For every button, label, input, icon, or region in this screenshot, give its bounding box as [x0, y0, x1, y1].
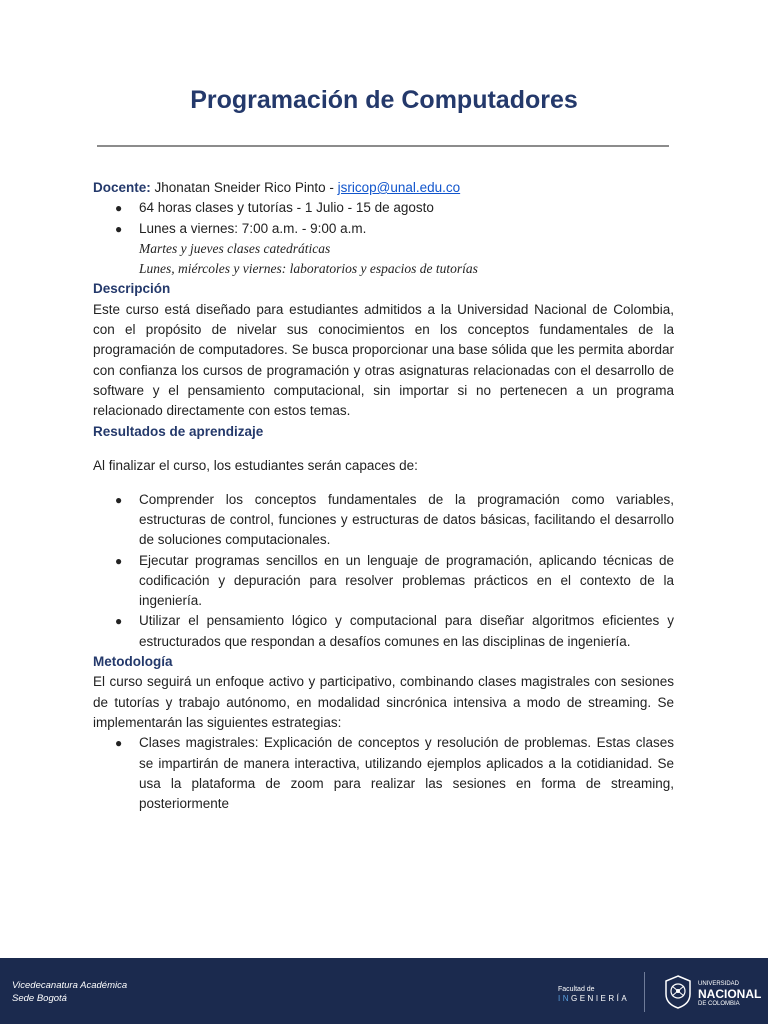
- bullet-icon: ●: [115, 221, 123, 236]
- footer-office: [12, 979, 127, 1005]
- schedule-days: Lunes a viernes: 7:00 a.m. - 9:00 a.m.: [139, 220, 367, 236]
- page-title: Programación de Computadores: [190, 86, 578, 114]
- description-heading: Descripción: [93, 281, 171, 297]
- result-item-text: Ejecutar programas sencillos en un lenguaje de programación, aplicando técnicas de codificación y depuración para resolver problemas prácticos en el contexto de la ingeniería.: [139, 552, 674, 609]
- list-item: [93, 219, 674, 280]
- teacher-line: [93, 178, 674, 198]
- footer-divider: [644, 972, 645, 1012]
- bullet-icon: ●: [115, 736, 123, 751]
- university-big-text: NACIONAL: [698, 987, 762, 1001]
- methodology-heading: Metodología: [93, 654, 173, 670]
- faculty-logo: [558, 985, 629, 1003]
- teacher-name: Jhonatan Sneider Rico Pinto -: [150, 180, 338, 195]
- result-item-text: Comprender los conceptos fundamentales de la programación como variables, estructuras de control, funciones y estructuras de datos básicas, facilitando el desarrollo de soluciones computacionales.: [139, 491, 674, 548]
- title-divider: [97, 145, 669, 147]
- list-item: [93, 611, 674, 652]
- schedule-list: [93, 198, 674, 279]
- schedule-sub-labs: Lunes, miércoles y viernes: laboratorios y espacios de tutorías: [139, 261, 478, 277]
- schedule-sub-lectures: Martes y jueves clases catedráticas: [139, 240, 331, 256]
- bullet-icon: ●: [115, 614, 123, 629]
- list-item: [93, 198, 674, 218]
- teacher-email-link[interactable]: jsricop@unal.edu.co: [337, 180, 461, 195]
- university-country-text: DE COLOMBIA: [698, 1001, 740, 1007]
- university-seal-icon: [662, 974, 694, 1010]
- bullet-icon: ●: [115, 201, 123, 216]
- faculty-name: [558, 994, 629, 1003]
- list-item: [93, 490, 674, 551]
- footer-office-line1: Vicedecanatura Académica: [12, 980, 128, 991]
- results-heading: Resultados de aprendizaje: [93, 423, 264, 439]
- university-small-text: UNIVERSIDAD: [698, 981, 740, 987]
- results-intro: Al finalizar el curso, los estudiantes serán capaces de:: [93, 457, 418, 473]
- description-text: Este curso está diseñado para estudiantes admitidos a la Universidad Nacional de Colombia, con el propósito de nivelar sus conocimientos en los conceptos fundamentales de la programación de computadores. Se busca proporcionar una base sólida que les permita abordar con confianza los cursos de programación y otras asignaturas relacionadas con el desarrollo de software y el pensamiento computacional, sin importar si no pertenecen a un programa relacionado directamente con estos temas.: [93, 301, 674, 419]
- results-list: [93, 490, 674, 652]
- page-footer: [0, 958, 768, 1024]
- faculty-name-accent: IN: [558, 994, 571, 1003]
- methodology-text: El curso seguirá un enfoque activo y participativo, combinando clases magistrales con sesiones de tutorías y trabajo autónomo, en modalidad sincrónica intensiva a modo de streaming. Se implementarán las siguientes estrategias:: [93, 674, 674, 730]
- methodology-item-text: Clases magistrales: Explicación de conceptos y resolución de problemas. Estas clases se impartirán de manera interactiva, utilizando ejemplos aplicados a la cotidianidad. Se usa la plataforma de zoom para realizar las sesiones en forma de streaming, posteriormente: [139, 735, 674, 812]
- footer-office-line2: Sede Bogotá: [12, 993, 67, 1004]
- list-item: [93, 551, 674, 612]
- university-name: [698, 981, 761, 1008]
- faculty-name-rest: GENIERÍA: [571, 994, 630, 1003]
- methodology-list: [93, 733, 674, 814]
- schedule-hours: 64 horas clases y tutorías - 1 Julio - 15 de agosto: [139, 200, 434, 216]
- list-item: [93, 733, 674, 814]
- document-body: [93, 178, 674, 814]
- teacher-label: Docente:: [93, 180, 151, 195]
- bullet-icon: ●: [115, 492, 123, 507]
- bullet-icon: ●: [115, 553, 123, 568]
- result-item-text: Utilizar el pensamiento lógico y computacional para diseñar algoritmos eficientes y estructurados que respondan a desafíos comunes en las disciplinas de ingeniería.: [139, 613, 674, 649]
- faculty-small-text: Facultad de: [558, 986, 595, 993]
